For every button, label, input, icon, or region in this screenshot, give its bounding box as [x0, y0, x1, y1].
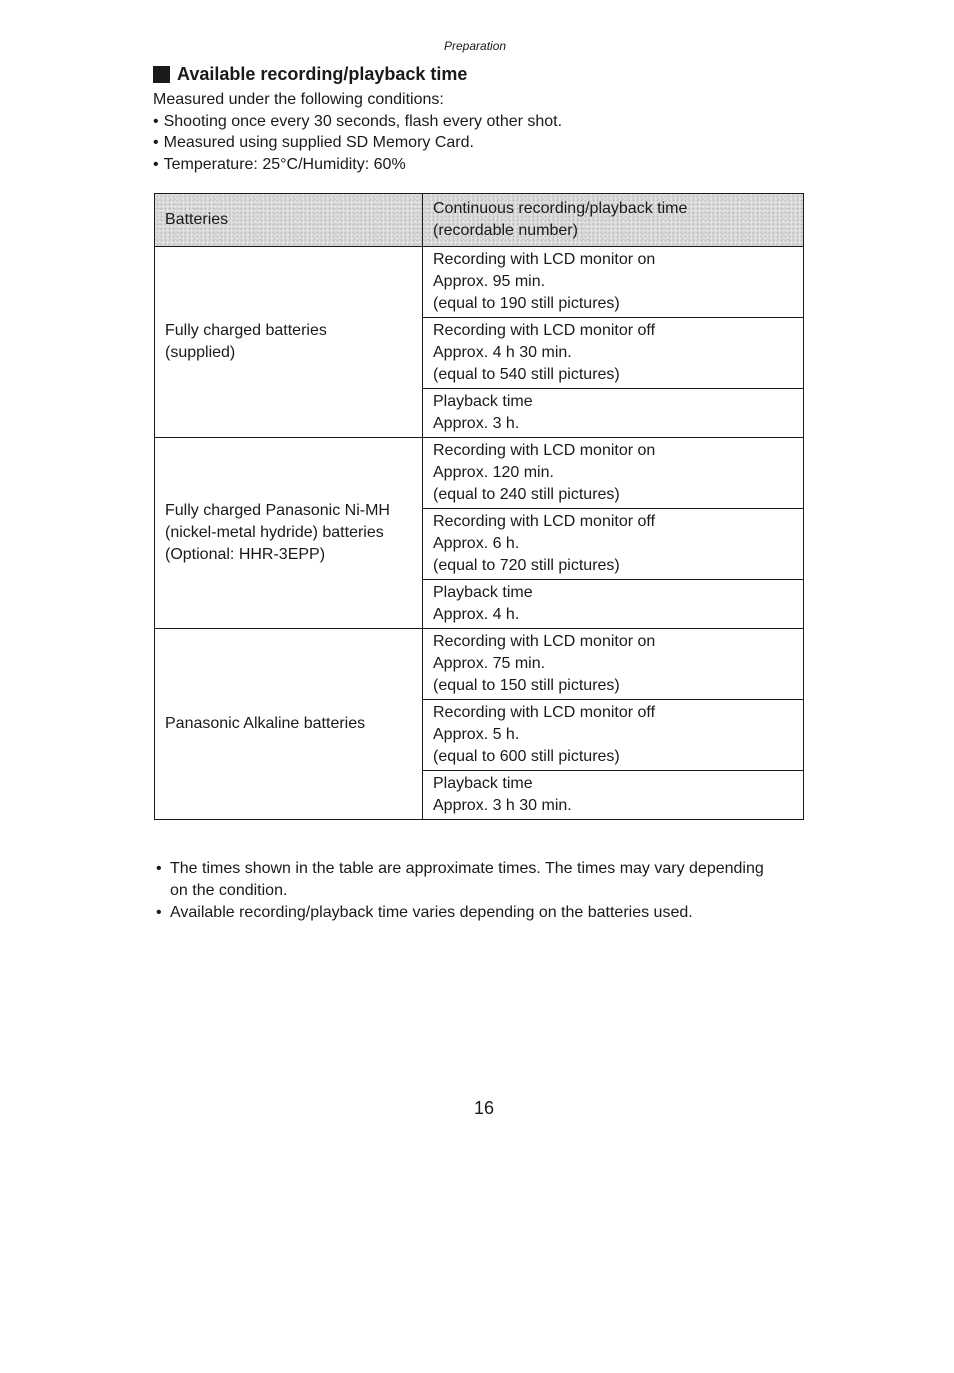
- time-line: Approx. 4 h 30 min.: [433, 344, 572, 361]
- time-line: Approx. 120 min.: [433, 464, 554, 481]
- time-line: (equal to 720 still pictures): [433, 557, 620, 574]
- time-line: Approx. 6 h.: [433, 535, 520, 552]
- time-line: Approx. 95 min.: [433, 273, 546, 290]
- table-row: [155, 438, 804, 509]
- time-line: Approx. 5 h.: [433, 726, 520, 743]
- section-heading: [153, 64, 467, 85]
- section-label: Preparation: [444, 39, 507, 53]
- footnotes: [156, 858, 776, 924]
- notes-list: [156, 858, 776, 924]
- time-line: Approx. 4 h.: [433, 606, 520, 623]
- battery-line: Fully charged batteries: [165, 322, 327, 339]
- battery-cell: [155, 247, 423, 438]
- heading-title: Available recording/playback time: [177, 64, 468, 84]
- time-line: Playback time: [433, 584, 533, 601]
- battery-line: Fully charged Panasonic Ni-MH: [165, 502, 390, 519]
- time-line: Approx. 3 h 30 min.: [433, 797, 572, 814]
- note-item: • The times shown in the table are approximate times. The times may vary depending on the condition.: [156, 858, 776, 902]
- battery-line: (supplied): [165, 344, 236, 361]
- time-line: Recording with LCD monitor off: [433, 322, 656, 339]
- time-cell: [423, 509, 804, 580]
- header-time-line: (recordable number): [433, 222, 578, 239]
- time-line: Recording with LCD monitor on: [433, 251, 656, 268]
- battery-cell: [155, 629, 423, 820]
- time-line: (equal to 540 still pictures): [433, 366, 620, 383]
- battery-cell: [155, 438, 423, 629]
- time-line: Recording with LCD monitor on: [433, 633, 656, 650]
- time-line: (equal to 600 still pictures): [433, 748, 620, 765]
- time-cell: [423, 247, 804, 318]
- table-row: [155, 629, 804, 700]
- time-line: Recording with LCD monitor on: [433, 442, 656, 459]
- measurement-conditions: [153, 89, 562, 175]
- table-header-row: [155, 194, 804, 247]
- condition-item: • Shooting once every 30 seconds, flash every other shot.: [153, 111, 562, 133]
- header-continuous-time: [423, 194, 804, 247]
- time-line: Recording with LCD monitor off: [433, 513, 656, 530]
- header-batteries: Batteries: [155, 194, 423, 247]
- time-line: Approx. 3 h.: [433, 415, 520, 432]
- header-time-line: Continuous recording/playback time: [433, 200, 688, 217]
- time-cell: [423, 700, 804, 771]
- time-cell: [423, 771, 804, 820]
- conditions-intro: Measured under the following conditions:: [153, 91, 444, 108]
- square-bullet-icon: [153, 66, 170, 83]
- time-line: (equal to 150 still pictures): [433, 677, 620, 694]
- time-line: Approx. 75 min.: [433, 655, 546, 672]
- battery-line: (nickel-metal hydride) batteries: [165, 524, 384, 541]
- battery-line: (Optional: HHR-3EPP): [165, 546, 326, 563]
- conditions-list: [153, 111, 562, 176]
- time-cell: [423, 318, 804, 389]
- recording-time-table: [154, 193, 804, 820]
- time-cell: [423, 629, 804, 700]
- page-number: 16: [474, 1098, 495, 1118]
- condition-item: • Temperature: 25°C/Humidity: 60%: [153, 154, 562, 176]
- time-line: Playback time: [433, 393, 533, 410]
- battery-line: Panasonic Alkaline batteries: [165, 715, 366, 732]
- condition-item: • Measured using supplied SD Memory Card.: [153, 132, 562, 154]
- table-row: [155, 247, 804, 318]
- time-cell: [423, 580, 804, 629]
- time-line: (equal to 240 still pictures): [433, 486, 620, 503]
- time-cell: [423, 438, 804, 509]
- time-line: (equal to 190 still pictures): [433, 295, 620, 312]
- time-cell: [423, 389, 804, 438]
- time-line: Playback time: [433, 775, 533, 792]
- time-line: Recording with LCD monitor off: [433, 704, 656, 721]
- note-item: • Available recording/playback time varies depending on the batteries used.: [156, 902, 776, 924]
